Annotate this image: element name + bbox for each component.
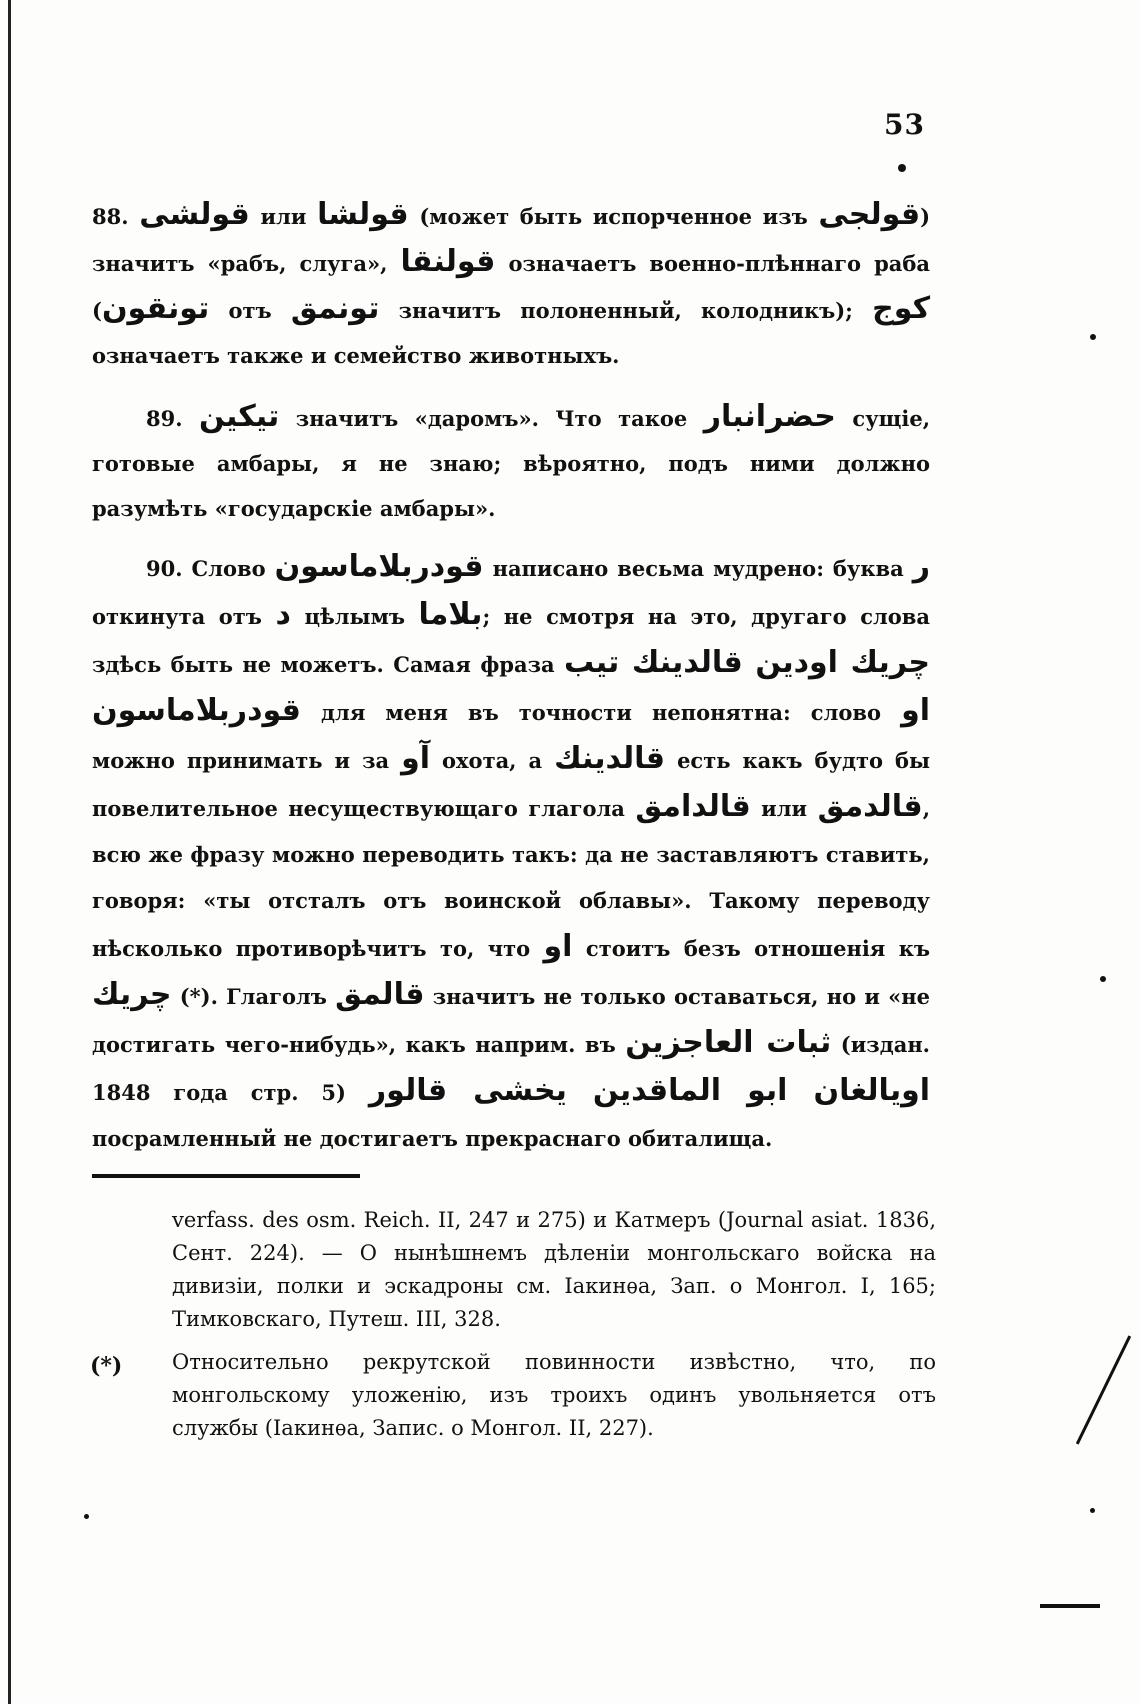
ink-speck xyxy=(898,164,906,172)
ink-speck xyxy=(1100,976,1106,982)
paragraph-number: 89. xyxy=(146,406,183,431)
arabic-word: او xyxy=(543,929,573,964)
text-run: значитъ не только оставаться, но и «не достигать чего-нибудь», какъ наприм. въ xyxy=(92,984,931,1057)
page-number: 53 xyxy=(884,108,925,141)
ink-speck xyxy=(1090,334,1096,340)
text-run: можно принимать и за xyxy=(92,748,390,773)
arabic-word: ر xyxy=(912,549,931,584)
text-run: означаетъ военно-плѣннаго раба ( xyxy=(92,251,931,323)
text-run: 90. Слово xyxy=(146,556,266,581)
margin-pen-stroke xyxy=(1076,1335,1131,1444)
text-run: значитъ полоненный, колодникъ); xyxy=(398,298,853,323)
text-run: ) значитъ «рабъ, слуга», xyxy=(92,204,931,276)
arabic-phrase: ثبات العاجزین xyxy=(625,1025,832,1060)
text-run: цѣлымъ xyxy=(304,604,405,629)
arabic-word: قودربلاماسون xyxy=(92,693,301,728)
text-run: ; не смотря на это, другаго слова здѣсь быть не можетъ. Самая фраза xyxy=(92,604,930,677)
arabic-word: بلاما xyxy=(418,597,483,632)
arabic-word: چریك xyxy=(92,977,172,1012)
text-run: написано весьма мудрено: буква xyxy=(492,556,904,581)
ink-speck xyxy=(1090,1508,1095,1513)
page-left-edge-shadow xyxy=(8,0,11,1704)
arabic-word: قولجی xyxy=(818,197,921,232)
arabic-word: قولنقا xyxy=(400,244,496,279)
paragraph-number: 88. xyxy=(92,204,129,229)
arabic-word: د xyxy=(275,597,291,632)
text-run: значитъ «даромъ». Что такое xyxy=(295,406,688,431)
arabic-word: حضرانبار xyxy=(703,399,836,434)
arabic-word: او xyxy=(901,693,931,728)
text-run: есть какъ будто бы повелительное несуществующаго глагола xyxy=(92,748,931,821)
text-run: для меня въ точности непонятна: слово xyxy=(321,700,881,725)
paragraph-89 xyxy=(92,394,930,531)
arabic-word: کوج xyxy=(872,291,931,326)
footnote-separator-rule xyxy=(92,1174,360,1178)
arabic-word: قولشا xyxy=(317,197,409,232)
ink-speck xyxy=(84,1514,89,1519)
text-run: (может быть испорченное изъ xyxy=(419,204,808,229)
text-run: отъ xyxy=(228,298,272,323)
arabic-word: تونقون xyxy=(101,291,210,326)
arabic-word: قالدینك xyxy=(554,741,666,776)
footnote-marker: (*) xyxy=(90,1353,123,1379)
text-run: или xyxy=(260,204,307,229)
arabic-phrase: اویالغان ابو الماقدین یخشی قالور xyxy=(368,1073,931,1108)
arabic-word: تیکین xyxy=(199,399,280,434)
arabic-word: قالمق xyxy=(335,977,425,1012)
text-run: означаетъ также и семейство животныхъ. xyxy=(92,343,620,368)
paragraph-90 xyxy=(92,544,930,1162)
text-run: охота, а xyxy=(442,748,543,773)
arabic-word: قالدامق xyxy=(635,789,751,824)
arabic-word: قالدمق xyxy=(817,789,923,824)
arabic-word: تونمق xyxy=(290,291,380,326)
arabic-word: قولشی xyxy=(139,197,250,232)
text-run: стоитъ безъ отношенія къ xyxy=(585,936,931,961)
text-run: откинута отъ xyxy=(92,604,262,629)
text-run: (*). Глаголъ xyxy=(179,984,327,1009)
text-run: посрамленный не достигаетъ прекраснаго обиталища. xyxy=(92,1126,773,1151)
margin-pen-stroke xyxy=(1040,1604,1100,1608)
paragraph-88 xyxy=(92,192,930,378)
text-run: или xyxy=(761,796,808,821)
footnote-continuation: verfass. des osm. Reich. II, 247 и 275) и Катмеръ (Journal asiat. 1836, Сент. 224). — О нынѣшнемъ дѣленіи монгольскаго войска на дивизіи, полки и эскадроны см. Іакинѳа, Зап. о Монгол. I, 165; Тимковскаго, Путеш. III, 328. xyxy=(172,1208,936,1331)
arabic-word: آو xyxy=(401,741,431,776)
arabic-word: قودربلاماسون xyxy=(274,549,484,584)
arabic-phrase: چریك اودین قالدینك تیب xyxy=(564,645,931,680)
text-run: , всю же фразу можно переводить такъ: да не заставляютъ ставить, говоря: «ты отсталъ отъ воинской облавы». Такому переводу нѣсколько противорѣчитъ то, что xyxy=(92,796,930,961)
footnote-star: Относительно рекрутской повинности извѣстно, что, по монгольскому уложенію, изъ троихъ одинъ увольняется отъ службы (Іакинѳа, Запис. о Монгол. II, 227). xyxy=(172,1350,936,1440)
text-run: сущіе, готовые амбары, я не знаю; вѣроятно, подъ ними должно разумѣть «государскіе амбары». xyxy=(92,406,931,521)
text-run: (издан. 1848 года стр. 5) xyxy=(92,1032,930,1105)
